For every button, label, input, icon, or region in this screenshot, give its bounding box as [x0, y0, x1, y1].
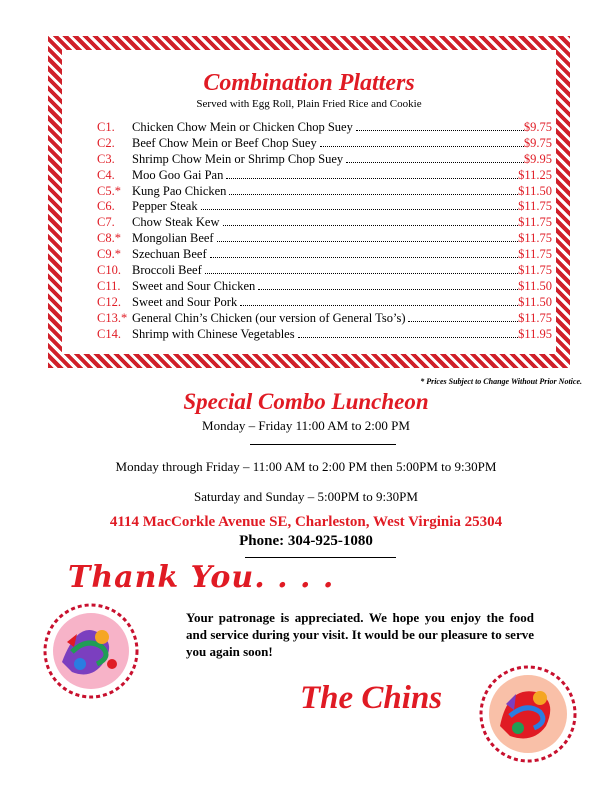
menu-item-name: Beef Chow Mein or Beef Chop Suey	[132, 135, 317, 150]
thank-you-message: Your patronage is appreciated. We hope you enjoy the food and service during your visit. It would be our pleasure to serve you again soon!	[186, 610, 534, 659]
menu-item-name: Broccoli Beef	[132, 263, 202, 278]
menu-item-code: C12.	[97, 294, 121, 309]
menu-title: Combination Platters	[203, 70, 415, 96]
menu-item	[97, 136, 552, 152]
menu-item	[97, 168, 552, 184]
address: 4114 MacCorkle Avenue SE, Charleston, West Virginia 25304	[109, 514, 503, 530]
menu-item-code: C3.	[97, 151, 115, 166]
dot-leader	[356, 130, 524, 131]
menu-item	[97, 152, 552, 168]
dot-leader	[210, 257, 518, 258]
menu-item-price: $9.75	[523, 135, 552, 150]
menu-item-name: Sweet and Sour Pork	[132, 294, 238, 309]
menu-item	[97, 247, 552, 263]
menu-item-code: C14.	[97, 326, 121, 341]
menu-item-price: $11.75	[518, 231, 552, 246]
signoff: The Chins	[300, 680, 443, 716]
dot-leader	[223, 225, 519, 226]
dot-leader	[298, 337, 518, 338]
menu-item-code: C8.*	[97, 231, 121, 246]
menu-frame	[48, 36, 570, 368]
menu-item-price: $11.25	[518, 167, 552, 182]
menu-item-name: Sweet and Sour Chicken	[132, 278, 256, 293]
menu-item	[97, 231, 552, 247]
phone: Phone: 304-925-1080	[239, 533, 373, 549]
menu-item	[97, 199, 552, 215]
menu-item-code: C2.	[97, 135, 115, 150]
weekend-hours: Saturday and Sunday – 5:00PM to 9:30PM	[194, 489, 418, 504]
menu-item-price: $11.95	[518, 326, 552, 341]
menu-item-name: Kung Pao Chicken	[132, 183, 227, 198]
divider	[250, 444, 396, 445]
dot-leader	[346, 162, 524, 163]
menu-item-name: Chow Steak Kew	[132, 215, 220, 230]
dot-leader	[226, 178, 518, 179]
weekday-hours: Monday through Friday – 11:00 AM to 2:00 PM then 5:00PM to 9:30PM	[115, 459, 497, 474]
menu-item-price: $11.50	[518, 278, 552, 293]
menu-item-code: C6.	[97, 199, 115, 214]
dot-leader	[217, 241, 518, 242]
menu-item-name: Pepper Steak	[132, 199, 198, 214]
menu-item-name: Moo Goo Gai Pan	[132, 167, 224, 182]
dot-leader	[320, 146, 524, 147]
menu-item-code: C5.*	[97, 183, 121, 198]
thank-you-heading: Thank You. . . .	[68, 560, 335, 595]
menu-item-name: Chicken Chow Mein or Chicken Chop Suey	[132, 120, 353, 134]
menu-item-code: C13.*	[97, 310, 128, 325]
dot-leader	[201, 209, 518, 210]
menu-item	[97, 327, 552, 343]
menu-item-code: C1.	[97, 120, 115, 134]
menu-item	[97, 120, 552, 136]
menu-item	[97, 184, 552, 200]
menu-item-price: $11.50	[518, 183, 552, 198]
menu-item-code: C4.	[97, 167, 115, 182]
special-title: Special Combo Luncheon	[183, 389, 429, 414]
menu-item-price: $11.75	[518, 199, 552, 214]
menu-item-code: C11.	[97, 278, 121, 293]
menu-item	[97, 295, 552, 311]
menu-list	[97, 120, 552, 342]
menu-item-name: Mongolian Beef	[132, 231, 214, 246]
menu-item-name: General Chin’s Chicken (our version of General Tso’s)	[132, 310, 406, 325]
menu-item	[97, 311, 552, 327]
menu-item-name: Shrimp Chow Mein or Shrimp Chop Suey	[132, 151, 344, 166]
menu-item-name: Shrimp with Chinese Vegetables	[132, 326, 295, 341]
special-hours: Monday – Friday 11:00 AM to 2:00 PM	[202, 418, 410, 433]
menu-item	[97, 263, 552, 279]
menu-item-price: $9.75	[523, 120, 552, 134]
menu-item-code: C10.	[97, 263, 121, 278]
menu-item-code: C9.*	[97, 247, 121, 262]
dragon-medallion-left	[42, 602, 140, 700]
menu-item-name: Szechuan Beef	[132, 247, 207, 262]
divider	[245, 557, 396, 558]
dot-leader	[229, 194, 518, 195]
dot-leader	[408, 321, 518, 322]
menu-item-price: $11.75	[518, 215, 552, 230]
dot-leader	[205, 273, 518, 274]
price-notice: * Prices Subject to Change Without Prior Notice.	[420, 377, 582, 386]
dragon-medallion-right	[478, 664, 578, 764]
menu-item-price: $9.95	[523, 151, 552, 166]
menu-item-price: $11.75	[518, 310, 552, 325]
menu-item-price: $11.75	[518, 247, 552, 262]
dot-leader	[240, 305, 518, 306]
dot-leader	[258, 289, 518, 290]
menu-item-price: $11.50	[518, 294, 552, 309]
menu-item	[97, 279, 552, 295]
menu-subtitle: Served with Egg Roll, Plain Fried Rice and Cookie	[196, 98, 422, 110]
menu-item	[97, 215, 552, 231]
menu-item-code: C7.	[97, 215, 115, 230]
menu-item-price: $11.75	[518, 263, 552, 278]
